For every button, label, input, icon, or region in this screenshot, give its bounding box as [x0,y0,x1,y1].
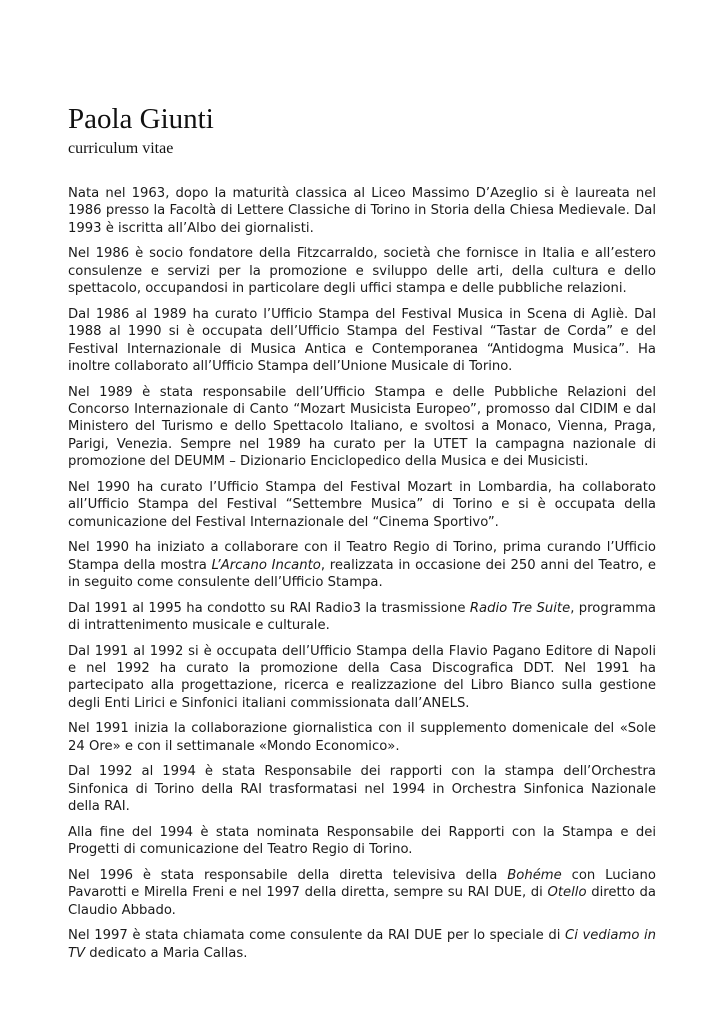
paragraph-text: con Luciano Pavarotti e Mirella Freni e nel 1997 della diretta, sempre su RAI DUE, di [68,867,656,901]
paragraph-text: Nel 1997 è stata chiamata come consulente da RAI DUE per lo speciale di [68,928,565,944]
cv-body-text [68,185,656,970]
paragraph-text: Nel 1989 è stata responsabile dell’Ufficio Stampa e delle Pubbliche Relazioni del Concorso Internazionale di Canto “Mozart Musicista Europeo”, promosso dal CIDIM e dal Ministero del Turismo e dello Spettacolo Italiano, e svoltosi a Monaco, Vienna, Praga, Parigi, Venezia. Sempre nel 1989 ha curato per la UTET la campagna nazionale di promozione del DEUMM – Dizionario Enciclopedico della Musica e dei Musicisti. [68,384,656,470]
italic-title-text: L’Arcano Incanto [211,557,321,573]
paragraph-text: , programma di intrattenimento musicale e culturale. [68,600,656,634]
paragraph-text: Dal 1986 al 1989 ha curato l’Ufficio Stampa del Festival Musica in Scena di Agliè. Dal 1988 al 1990 si è occupata dell’Ufficio Stampa del Festival “Tastar de Corda” e del Festival Internazionale di Musica Antica e Contemporanea “Antidogma Musica”. Ha inoltre collaborato all’Ufficio Stampa dell’Unione Musicale di Torino. [68,306,656,375]
cv-paragraph [68,384,656,471]
cv-paragraph [68,867,656,919]
paragraph-text: Nata nel 1963, dopo la maturità classica al Liceo Massimo D’Azeglio si è laureata nel 1986 presso la Facoltà di Lettere Classiche di Torino in Storia della Chiesa Medievale. Dal 1993 è iscritta all’Albo dei giornalisti. [68,186,656,236]
cv-paragraph [68,479,656,531]
paragraph-text: diretto da Claudio Abbado. [68,885,656,918]
paragraph-text: , realizzata in occasione dei 250 anni del Teatro, e in seguito come consulente dell’Ufficio Stampa. [68,557,656,591]
italic-title-text: Ci vediamo in TV [68,928,656,961]
cv-paragraph [68,600,656,635]
cv-subtitle: curriculum vitae [68,140,174,157]
cv-name-heading: Paola Giunti [68,103,214,135]
cv-paragraph [68,539,656,591]
paragraph-text: Dal 1991 al 1992 si è occupata dell’Ufficio Stampa della Flavio Pagano Editore di Napoli e nel 1992 ha curato la promozione della Casa Discografica DDT. Nel 1991 ha partecipato alla progettazione, ricerca e realizzazione del Libro Bianco sulla gestione degli Enti Lirici e Sinfonici italiani commissionata dall’ANELS. [68,643,656,711]
paragraph-text: Nel 1991 inizia la collaborazione giornalistica con il supplemento domenicale del «Sole 24 Ore» e con il settimanale «Mondo Economico». [68,721,656,754]
italic-title-text: Radio Tre Suite [469,600,571,616]
italic-title-text: Bohéme [507,867,562,883]
cv-paragraph [68,824,656,859]
paragraph-text: Nel 1990 ha iniziato a collaborare con il Teatro Regio di Torino, prima curando l’Ufficio Stampa della mostra [68,540,656,573]
cv-paragraph [68,245,656,297]
cv-paragraph [68,763,656,815]
cv-paragraph [68,306,656,376]
cv-paragraph [68,927,656,962]
paragraph-text: Alla fine del 1994 è stata nominata Responsabile dei Rapporti con la Stampa e dei Progetti di comunicazione del Teatro Regio di Torino. [68,824,656,858]
paragraph-text: dedicato a Maria Callas. [85,945,248,961]
cv-paragraph [68,643,656,713]
paragraph-text: Dal 1992 al 1994 è stata Responsabile dei rapporti con la stampa dell’Orchestra Sinfonica di Torino della RAI trasformatasi nel 1994 in Orchestra Sinfonica Nazionale della RAI. [68,764,656,815]
cv-paragraph [68,185,656,237]
paragraph-text: Nel 1986 è socio fondatore della Fitzcarraldo, società che fornisce in Italia e all’estero consulenze e servizi per la promozione e sviluppo delle arti, della cultura e dello spettacolo, occupandosi in particolare degli uffici stampa e delle pubbliche relazioni. [68,246,656,297]
paragraph-text: Nel 1990 ha curato l’Ufficio Stampa del Festival Mozart in Lombardia, ha collaborato all’Ufficio Stampa del Festival “Settembre Musica” di Torino e si è occupata della comunicazione del Festival Internazionale del “Cinema Sportivo”. [68,479,656,530]
cv-paragraph [68,720,656,755]
paragraph-text: Nel 1996 è stata responsabile della diretta televisiva della [68,867,508,883]
italic-title-text: Otello [547,885,587,901]
paragraph-text: Dal 1991 al 1995 ha condotto su RAI Radio3 la trasmissione [68,600,470,616]
